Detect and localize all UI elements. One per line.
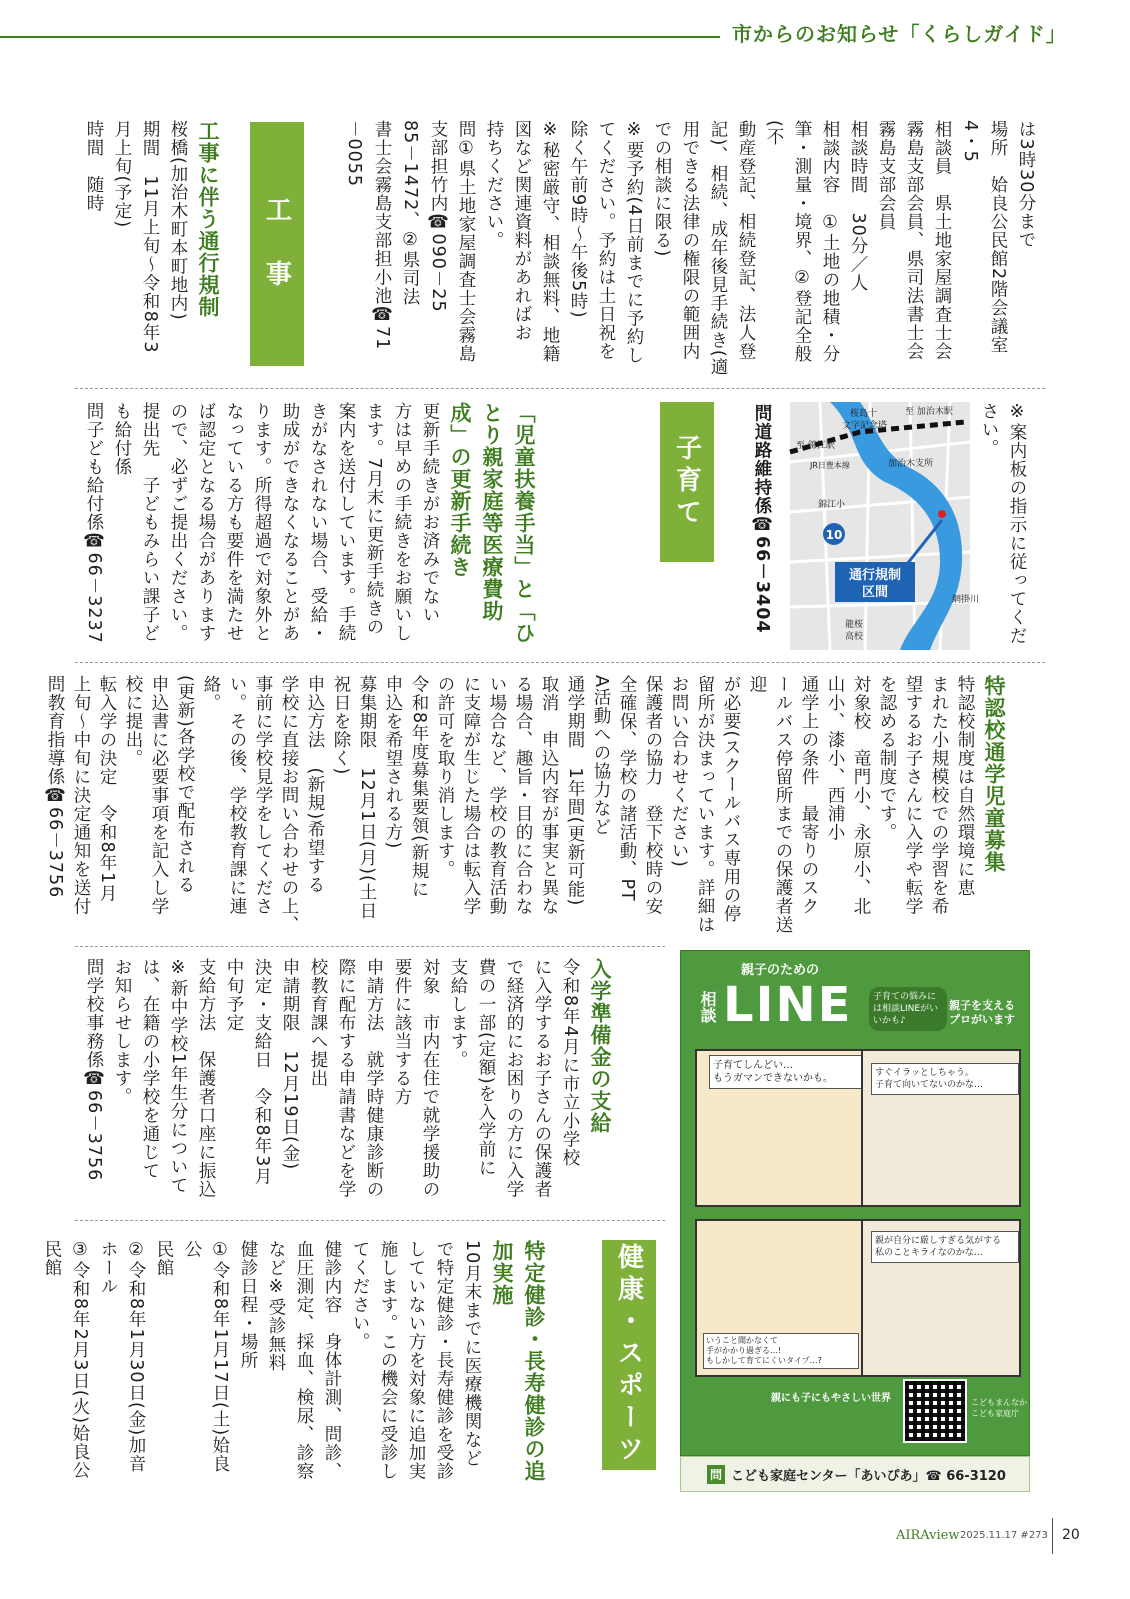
text-line: ※新中学校1年生分について [168,958,188,1195]
text-line: 望するお子さんに入学や転学 [903,675,923,916]
text-line: 月上旬(予定) [112,120,132,229]
text-line: 85－1472、②県司法 [400,120,420,307]
tokunin-block [45,675,1010,940]
ad-panel-3-text: いうこと聞かなくて 手がかかり過ぎる…! もしかして育てにくいタイプ…? [703,1333,859,1369]
category-koji: 工 事 [250,122,304,366]
text-line: 方は早めの手続きをお願いし [392,402,412,643]
text-line: 問学校事務係☎66－3756 [84,958,104,1182]
text-line: 通学期間 1年間(更新可能) [565,675,585,907]
text-line: ※要予約(4日前までに予約し [624,120,644,365]
text-line: 募集期限 12月1日(月)(土日 [357,675,377,920]
text-line: 期間 11月上旬～令和8年3 [140,120,160,354]
text-line: 申請方法 就学時健康診断の [364,958,384,1199]
text-line: 提出先 子どもみらい課子ど [140,402,160,643]
map-label-jr: JR日豊本線 [810,461,850,470]
ad-panel-4-text: 親が自分に厳しすぎる気がする 私のことキライなのかな… [871,1231,1019,1263]
text-line: 除く午前9時～午後5時) [568,120,588,319]
text-line: ホール [98,1240,118,1296]
text-line: 健診内容 身体計測、問診、 [322,1240,342,1481]
divider-4 [75,1220,665,1221]
text-line: 場所 姶良公民館2階会議室 [988,120,1008,355]
text-line: 記)、相続、成年後見手続き(適 [708,120,728,377]
map-label-high-school: 龍桜 [845,620,864,630]
text-line: 要件に該当する方 [392,958,412,1106]
section-title: 特認校通学児童募集 [982,675,1006,873]
text-line: 特認校制度は自然環境に恵 [955,675,975,897]
koji-note [975,402,1031,652]
text-line: 対象校 竜門小、永原小、北 [851,675,871,916]
text-line: 更新手続きがお済みでない [420,402,440,624]
text-line: 中旬予定 [224,958,244,1032]
footer-rule [1052,1518,1053,1554]
text-line: 霧島支部会員 [876,120,896,231]
text-line: で特定健診・長寿健診を受診 [434,1240,454,1481]
text-line: A活動への協力など [591,675,611,836]
map-label-river: 網掛川 [952,595,980,605]
divider-2 [75,662,1045,663]
section-title: 特定健診・長寿健診の追加実施 [490,1240,546,1482]
svg-text:高校: 高校 [845,632,864,642]
text-line: 決定・支給日 令和8年3月 [252,958,272,1186]
text-line: 留所が決まっています。詳細は [695,675,715,934]
text-line: さい。 [979,402,999,458]
text-line: が必要(スクールバス専用の停 [721,675,741,924]
text-line: は、在籍の小学校を通じて [140,958,160,1180]
text-line: まれた小規模校での学習を希 [929,675,949,916]
svg-text:区間: 区間 [861,585,889,600]
text-line: お知らせします。 [112,958,132,1106]
map-label-sakurajima: 桜島十 [850,409,878,419]
text-line: 10月末までに医療機関など [462,1240,482,1468]
text-line: ②令和8年1月30日(金)加音 [126,1240,146,1474]
ad-tagline: 親子を支える プロがいます [949,999,1015,1026]
text-line: てください。予約は土日祝を [596,120,616,361]
text-line: 全確保、学校の諸活動、PT [617,675,637,902]
ad-panel-1-text: 子育てしんどい… もうガマンできないかも。 [709,1055,867,1089]
text-line: お問い合わせください) [669,675,689,868]
text-line: 動産登記、相続登記、法人登 [736,120,756,361]
text-line: なっている方も要件を満たせ [224,402,244,643]
divider-1 [75,388,1045,389]
text-line: 相談内容 ①土地の地積・分 [820,120,840,363]
text-line: 対象 市内在住で就学援助の [420,958,440,1199]
text-line: 祝日を除く) [331,675,351,776]
text-line: 問子ども給付係☎66－3237 [84,402,104,644]
page-number: 20 [1062,1527,1080,1543]
nyugaku-block [80,958,616,1208]
text-line: 筆・測量・境界、②登記全般(不 [764,120,812,363]
text-line: ので、必ずご提出ください。 [168,402,188,643]
text-line: 4・5 [960,120,980,163]
footer-magazine: AIRAview [896,1528,960,1543]
map-label-kinko-station: 至 錦江駅 [796,441,835,451]
text-line: 健診日程・場所 [238,1240,258,1370]
text-line: 民館 [42,1240,62,1277]
text-line: 令和8年度募集要領(新規に [409,675,429,899]
text-line: 申請期限 12月19日(金) [280,958,300,1171]
text-line: に支障が生じた場合は転入学 [461,675,481,916]
text-line: ※案内板の指示に従ってくだ [1007,402,1027,645]
text-line: 案内を送付しています。手続 [336,402,356,643]
text-line: 桜橋(加治木町本町地内) [168,120,188,321]
contact-icon: 問 [707,1465,725,1484]
koji-block [80,120,224,380]
text-line: ※秘密厳守、相談無料、地籍 [540,120,560,363]
text-line: い。その後、学校教育課に連絡。 [201,675,247,916]
text-line: 用できる法律の権限の範囲内 [680,120,700,361]
qr-code-icon[interactable] [903,1379,967,1443]
line-ad [680,950,1030,1456]
koji-contact: 問道路維持係☎66－3404 [752,404,772,634]
text-line: 持ちください。 [484,120,504,250]
section-title: 工事に伴う通行規制 [196,120,220,318]
text-line: 図など関連資料があればお [512,120,532,342]
ad-brand: こどもまんなか こども家庭庁 [971,1398,1027,1418]
text-line: 問教育指導係☎66－3756 [45,675,65,899]
category-kosodate: 子育て [660,402,714,562]
kenshin-block [42,1240,550,1490]
ad-small-title: 親子のための [741,963,820,978]
text-line: 支給します。 [448,958,468,1069]
svg-text:文字記念塔: 文字記念塔 [842,421,888,431]
text-line: 問①県土地家屋調査士会霧島 [456,120,476,363]
text-line: 費の一部(定額)を入学前に [476,958,496,1178]
text-line: 支給方法 保護者口座に振込 [196,958,216,1199]
ad-contact-bar [680,1456,1030,1492]
text-line: 取消 申込内容が事実と異な [539,675,559,916]
text-line: 申込を希望される方) [383,675,403,850]
text-line: 血圧測定、採血、検尿、診察 [294,1240,314,1481]
category-kenko: 健康・スポーツ [602,1240,656,1470]
section-title: 「児童扶養手当」と「ひとり親家庭等医療費助成」の更新手続き [448,402,536,644]
text-line: 助成ができなくなることがあ [280,402,300,643]
divider-3 [75,946,665,947]
text-line: 際に配布する申請書などを学 [336,958,356,1199]
text-line: る場合、趣旨・目的に合わな [513,675,533,916]
text-line: の許可を取り消します。 [435,675,455,879]
text-line: 書士会霧島支部担小池☎71 [372,120,392,351]
text-line: 通学上の条件 最寄りのスク [799,675,819,916]
text-line: 支部担竹内☎090－25 [428,120,448,313]
header-rule [0,36,720,38]
text-line: 相談時間 30分／人 [848,120,868,293]
section-title: 入学準備金の支給 [588,958,612,1134]
text-line: －0055 [344,120,364,188]
text-line: (更新)各学校で配布される [175,675,195,895]
text-line: など※受診無料 [266,1240,286,1372]
map-callout: 通行規制 [848,568,902,583]
text-line: で経済的にお困りの方に入学 [504,958,524,1199]
text-line: ③令和8年2月3日(火)姶良公 [70,1240,90,1480]
text-line: 転入学の決定 令和8年1月 [97,675,117,903]
kosodate-jido-block [80,402,540,652]
text-line: ります。所得超過で対象外と [252,402,272,643]
text-line: ールバス停留所までの保護者送迎 [747,675,793,934]
text-line: 事前に学校見学をしてくださ [253,675,273,916]
ad-line-big: LINE [723,977,853,1033]
text-line: きがなされない場合、受給・ [308,402,328,643]
text-line: ます。7月末に更新手続きの [364,402,384,637]
text-line: 令和8年4月に市立小学校 [560,958,580,1168]
map-label-shisho: 加治木支所 [888,459,934,469]
text-line: 山小、漆小、西浦小 [825,675,845,842]
ad-panel-2-text: すぐイラッとしちゃう。 子育て向いてないのかな… [871,1063,1019,1095]
text-line: てください。 [350,1240,370,1351]
top-right-text [340,120,1040,380]
ad-kanji: 相談 [698,991,717,1023]
text-line: い場合など、学校の教育活動 [487,675,507,916]
text-line: 霧島支部会員、県司法書士会 [904,120,924,361]
text-line: 保護者の協力 登下校時の安 [643,675,663,916]
ad-bottom-text: 親にも子にもやさしい世界 [771,1393,891,1404]
road-map [790,402,980,650]
text-line: 申込方法 (新規)希望する [305,675,325,895]
text-line: 学校に直接お問い合わせの上、 [279,675,299,934]
footer-issue: 2025.11.17 #273 [960,1530,1048,1541]
ad-contact-text: こども家庭センター「あいぴあ」☎ 66-3120 [731,1468,1006,1484]
text-line: 時間 随時 [84,120,104,213]
text-line: していない方を対象に追加実 [406,1240,426,1481]
text-line: を認める制度です。 [877,675,897,842]
text-line: は3時30分まで [1016,120,1036,249]
text-line: 校に提出。 [123,675,143,768]
header-title: 市からのお知らせ「くらしガイド」 [732,22,1067,46]
text-line: も給付係 [112,402,132,476]
text-line: 相談員 県土地家屋調査士会 [932,120,952,361]
text-line: 民館 [154,1240,174,1277]
ad-bubble: 子育ての悩みには相談LINEがいいかも♪ [869,987,947,1031]
route-number: 10 [825,528,843,542]
text-line: 申込書に必要事項を記入し学 [149,675,169,916]
text-line: 校教育課へ提出 [308,958,328,1088]
text-line: ば認定となる場合があります [196,402,216,643]
text-line: 施します。この機会に受診し [378,1240,398,1481]
map-label-kajiki-station: 至 加治木駅 [905,407,953,417]
text-line: 上旬～中旬に決定通知を送付 [71,675,91,916]
map-label-kinko-school: 錦江小 [818,500,846,510]
text-line: ①令和8年1月17日(土)姶良公 [182,1240,230,1474]
text-line: での相談に限る) [652,120,672,258]
text-line: に入学するお子さんの保護者 [532,958,552,1199]
